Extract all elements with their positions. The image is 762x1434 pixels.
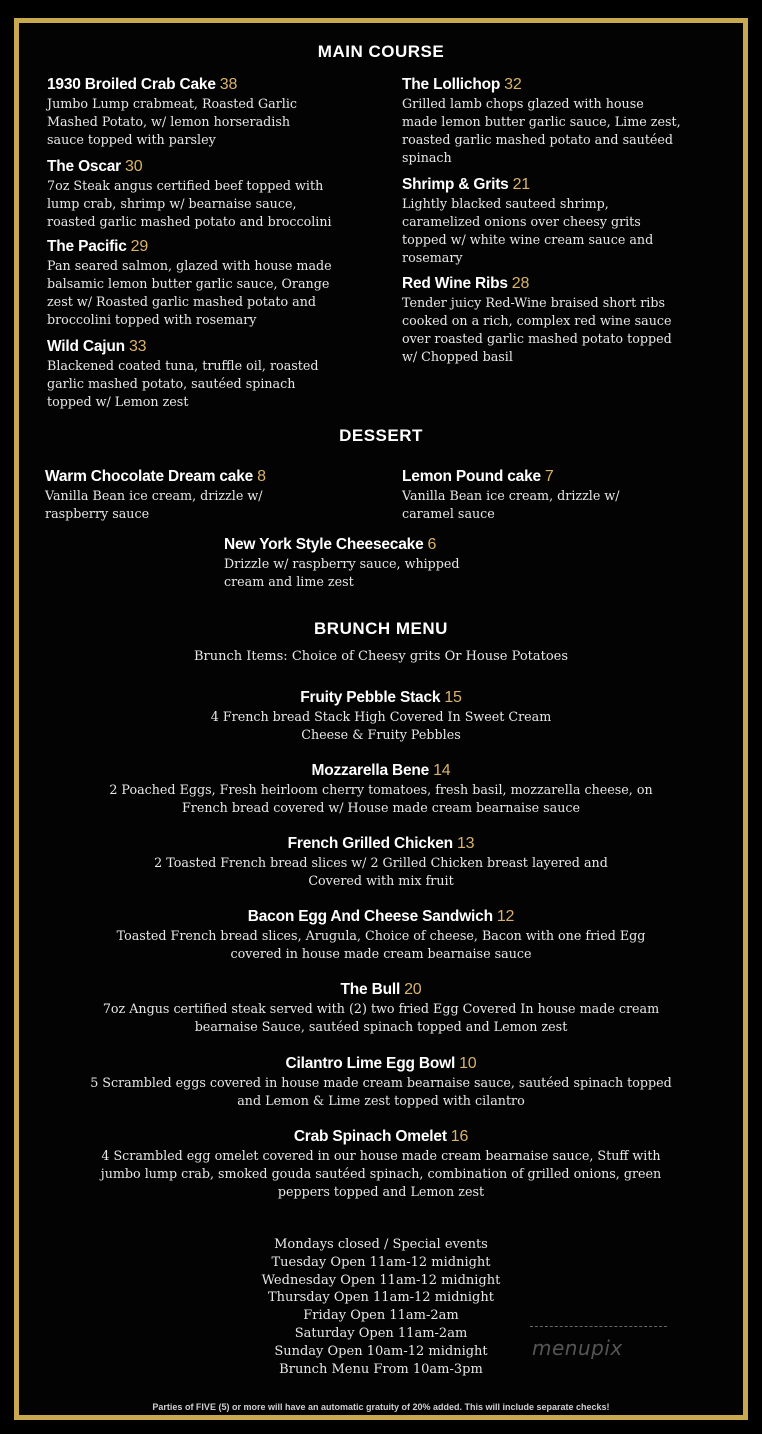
item-price: 8: [257, 468, 266, 485]
item-description: [402, 195, 732, 267]
main-course-heading: MAIN COURSE: [317, 42, 445, 61]
desc-line: lump crab, shrimp w/ bearnaise sauce,: [47, 196, 297, 211]
menu-item: [47, 237, 377, 329]
desc-line: Covered with mix fruit: [308, 873, 454, 888]
menu-item: [224, 535, 564, 591]
item-price: 16: [450, 1128, 469, 1145]
desc-line: caramelized onions over cheesy grits: [402, 214, 641, 229]
menu-item: [47, 337, 377, 411]
desc-line: Tender juicy Red-Wine braised short ribs: [402, 295, 665, 310]
menu-item: [30, 907, 732, 963]
item-name: The Oscar: [47, 158, 122, 175]
menu-item: [30, 1054, 732, 1110]
menu-item: [47, 157, 377, 231]
item-description: [30, 1000, 732, 1036]
item-price: 12: [496, 908, 515, 925]
item-description: [30, 927, 732, 963]
menu-item: [30, 761, 732, 817]
item-name: Lemon Pound cake: [402, 468, 541, 485]
brunch-note: Brunch Items: Choice of Cheesy grits Or House Potatoes: [193, 649, 569, 664]
item-description: [30, 1147, 732, 1201]
desc-line: 4 French bread Stack High Covered In Sweet Cream: [210, 709, 552, 724]
item-description: [402, 487, 732, 523]
brunch-heading: BRUNCH MENU: [314, 619, 448, 638]
item-price: 38: [219, 76, 238, 93]
item-description: [47, 257, 377, 329]
desc-line: roasted garlic mashed potato and broccolini: [47, 214, 332, 229]
hours-line: Wednesday Open 11am-12 midnight: [261, 1272, 501, 1288]
desc-line: raspberry sauce: [45, 506, 150, 521]
item-name: New York Style Cheesecake: [224, 536, 424, 553]
item-name: Warm Chocolate Dream cake: [45, 468, 254, 485]
desc-line: Vanilla Bean ice cream, drizzle w/: [402, 488, 620, 503]
desc-line: Toasted French bread slices, Arugula, Choice of cheese, Bacon with one fried Egg: [116, 928, 646, 943]
desc-line: Blackened coated tuna, truffle oil, roasted: [47, 358, 319, 373]
item-name: Wild Cajun: [47, 338, 125, 355]
menu-item: [47, 75, 377, 149]
desc-line: 5 Scrambled eggs covered in house made cream bearnaise sauce, sautéed spinach topped: [90, 1075, 672, 1090]
dessert-heading: DESSERT: [339, 426, 423, 445]
item-name: The Bull: [340, 981, 401, 998]
hours-line: Brunch Menu From 10am-3pm: [279, 1361, 483, 1377]
desc-line: Vanilla Bean ice cream, drizzle w/: [45, 488, 263, 503]
desc-line: sauce topped with parsley: [47, 132, 216, 147]
item-name: Shrimp & Grits: [402, 176, 509, 193]
desc-line: Grilled lamb chops glazed with house: [402, 96, 644, 111]
hours-line: Thursday Open 11am-12 midnight: [268, 1290, 494, 1306]
item-price: 14: [433, 762, 451, 779]
item-description: [402, 294, 732, 366]
desc-line: peppers topped and Lemon zest: [277, 1184, 485, 1199]
desc-line: covered in house made cream bearnaise sauce: [230, 946, 532, 961]
desc-line: jumbo lump crab, smoked gouda sautéed spinach, combination of grilled onions, green: [100, 1166, 662, 1181]
desc-line: 4 Scrambled egg omelet covered in our house made cream bearnaise sauce, Stuff with: [101, 1148, 661, 1163]
desc-line: rosemary: [402, 250, 463, 265]
desc-line: Lightly blacked sauteed shrimp,: [402, 196, 609, 211]
desc-line: Cheese & Fruity Pebbles: [301, 727, 461, 742]
item-name: The Lollichop: [402, 76, 501, 93]
item-name: Cilantro Lime Egg Bowl: [285, 1055, 456, 1072]
menu-item: [30, 688, 732, 744]
item-name: The Pacific: [47, 238, 127, 255]
desc-line: French bread covered w/ House made cream bearnaise sauce: [181, 800, 581, 815]
item-description: [47, 95, 377, 149]
item-name: Mozzarella Bene: [311, 762, 430, 779]
desc-line: zest w/ Roasted garlic mashed potato and: [47, 294, 317, 309]
item-price: 13: [456, 835, 475, 852]
watermark-text: menupix: [532, 1336, 623, 1360]
desc-line: 2 Toasted French bread slices w/ 2 Grilled Chicken breast layered and: [154, 855, 608, 870]
hours-line: Tuesday Open 11am-12 midnight: [271, 1254, 491, 1270]
item-description: [402, 95, 732, 167]
item-price: 29: [130, 238, 149, 255]
item-description: [30, 708, 732, 744]
desc-line: roasted garlic mashed potato and sautéed: [402, 132, 674, 147]
desc-line: broccolini topped with rosemary: [47, 312, 257, 327]
menu-item: [402, 467, 732, 523]
hours-line: Mondays closed / Special events: [274, 1237, 488, 1252]
desc-line: caramel sauce: [402, 506, 495, 521]
desc-line: over roasted garlic mashed potato topped: [402, 331, 672, 346]
menu-item: [45, 467, 375, 523]
item-description: [30, 1074, 732, 1110]
item-price: 10: [459, 1055, 477, 1072]
menupix-watermark: [526, 1326, 671, 1366]
item-name: 1930 Broiled Crab Cake: [47, 76, 216, 93]
desc-line: Mashed Potato, w/ lemon horseradish: [47, 114, 291, 129]
menu-item: [30, 1127, 732, 1201]
item-price: 32: [504, 76, 522, 93]
desc-line: cooked on a rich, complex red wine sauce: [402, 313, 672, 328]
desc-line: Drizzle w/ raspberry sauce, whipped: [224, 556, 460, 571]
item-name: Crab Spinach Omelet: [293, 1128, 447, 1145]
item-description: [30, 854, 732, 890]
desc-line: 7oz Steak angus certified beef topped with: [47, 178, 324, 193]
item-price: 6: [427, 536, 437, 553]
desc-line: and Lemon & Lime zest topped with cilantro: [237, 1093, 525, 1108]
item-price: 33: [128, 338, 147, 355]
hours-line: Friday Open 11am-2am: [303, 1308, 459, 1324]
hours-line: Sunday Open 10am-12 midnight: [274, 1343, 488, 1359]
desc-line: Pan seared salmon, glazed with house made: [47, 258, 332, 273]
menu-item: [402, 175, 732, 267]
item-description: [224, 555, 564, 591]
item-name: Bacon Egg And Cheese Sandwich: [247, 908, 493, 925]
desc-line: balsamic lemon butter garlic sauce, Orange: [47, 276, 330, 291]
item-description: [30, 781, 732, 817]
item-description: [45, 487, 375, 523]
item-price: 21: [512, 176, 530, 193]
item-name: Red Wine Ribs: [402, 275, 508, 292]
item-name: French Grilled Chicken: [287, 835, 453, 852]
desc-line: topped w/ white wine cream sauce and: [402, 232, 654, 247]
item-price: 15: [444, 689, 462, 706]
menu-item: [30, 834, 732, 890]
hours-line: Saturday Open 11am-2am: [294, 1325, 468, 1341]
desc-line: Jumbo Lump crabmeat, Roasted Garlic: [47, 96, 298, 111]
menu-item: [402, 75, 732, 167]
menu-item: [30, 980, 732, 1036]
item-price: 20: [404, 981, 422, 998]
item-price: 7: [544, 468, 554, 485]
desc-line: w/ Chopped basil: [402, 349, 513, 364]
watermark-dashes: [530, 1326, 667, 1327]
desc-line: topped w/ Lemon zest: [47, 394, 189, 409]
desc-line: 7oz Angus certified steak served with (2) two fried Egg Covered In house made cream: [102, 1001, 660, 1016]
gratuity-note: Parties of FIVE (5) or more will have an automatic gratuity of 20% added. This will include separate checks!: [152, 1402, 610, 1412]
item-price: 28: [511, 275, 530, 292]
item-price: 30: [125, 158, 143, 175]
item-description: [47, 177, 377, 231]
desc-line: cream and lime zest: [224, 574, 354, 589]
menu-item: [402, 274, 732, 366]
desc-line: 2 Poached Eggs, Fresh heirloom cherry tomatoes, fresh basil, mozzarella cheese, on: [109, 782, 653, 797]
desc-line: bearnaise Sauce, sautéed spinach topped and Lemon zest: [194, 1019, 568, 1034]
desc-line: garlic mashed potato, sautéed spinach: [47, 376, 296, 391]
item-description: [47, 357, 377, 411]
desc-line: spinach: [402, 150, 452, 165]
desc-line: made lemon butter garlic sauce, Lime zest,: [402, 114, 681, 129]
item-name: Fruity Pebble Stack: [300, 689, 441, 706]
